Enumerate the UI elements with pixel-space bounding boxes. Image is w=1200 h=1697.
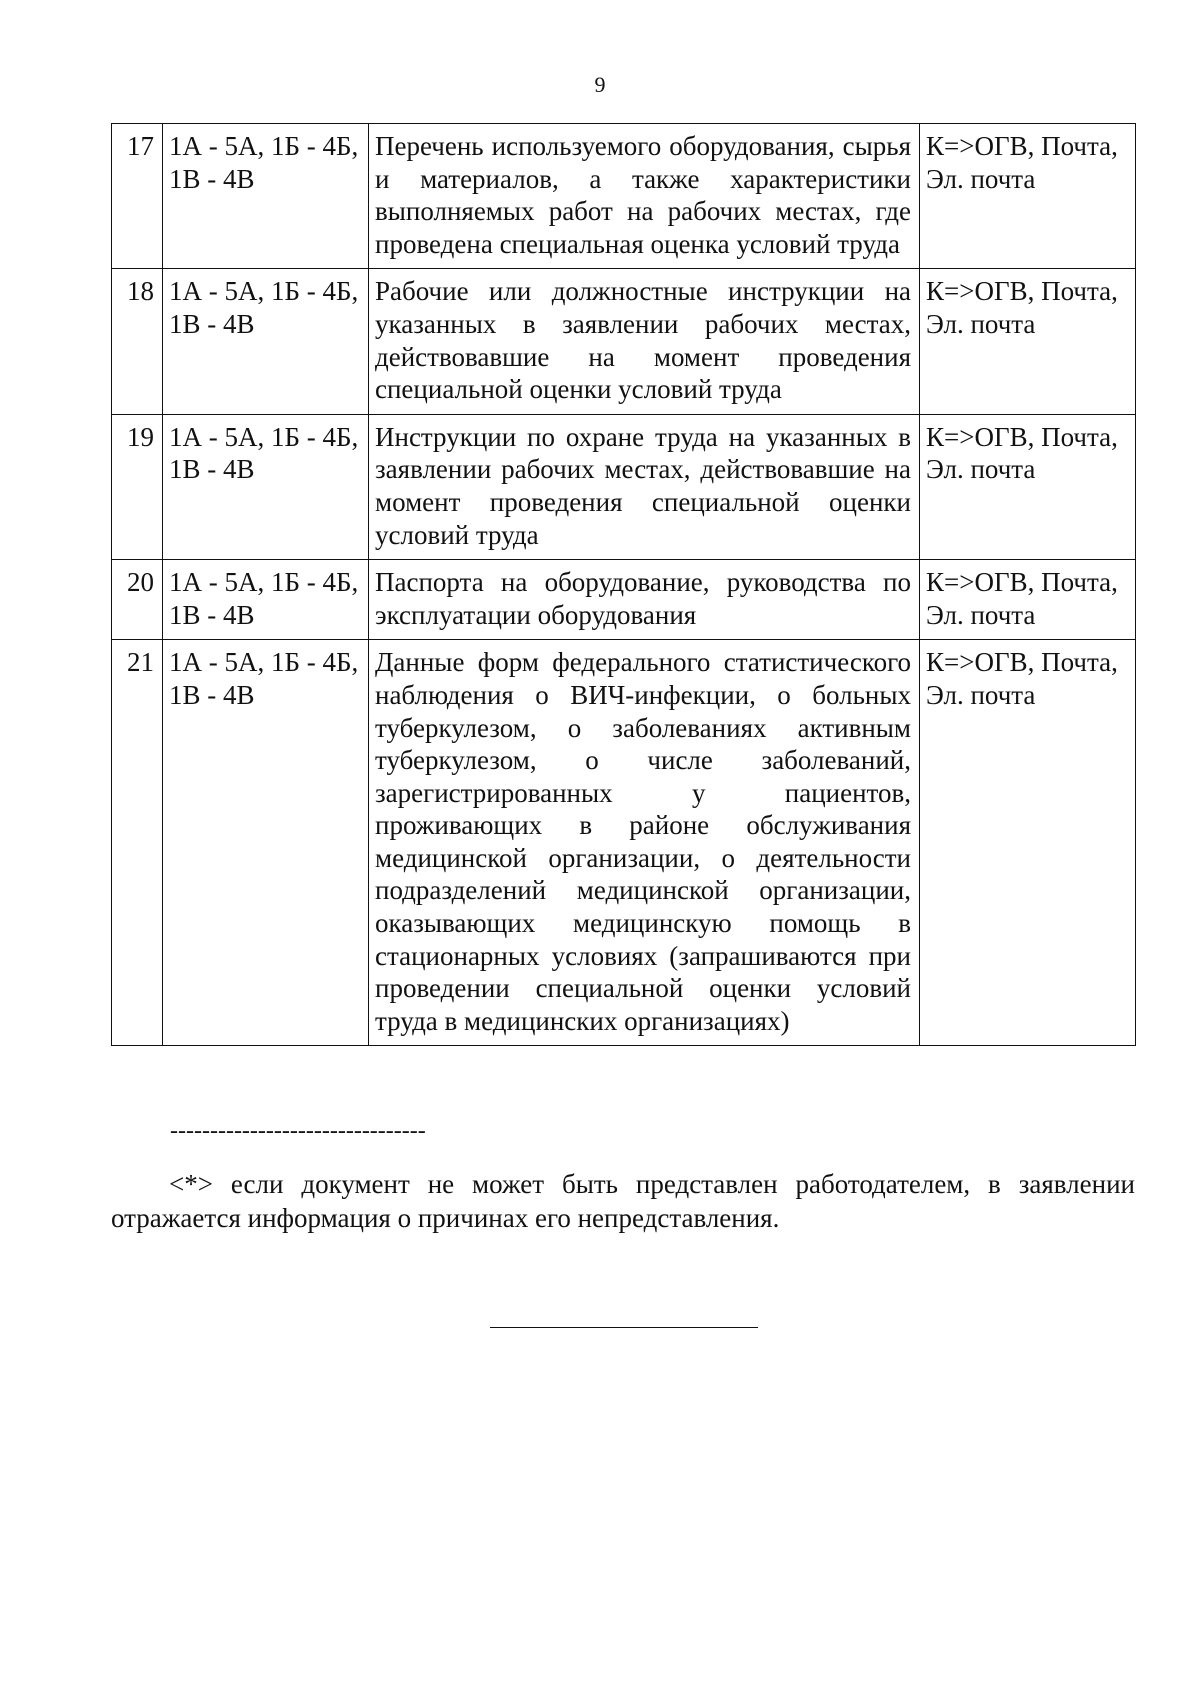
page-number: 9 xyxy=(594,72,606,97)
submission-method: К=>ОГВ, Почта, Эл. почта xyxy=(920,560,1136,640)
row-number: 17 xyxy=(112,124,163,269)
row-number: 21 xyxy=(112,640,163,1046)
end-of-document-line xyxy=(490,1327,758,1328)
footnote-separator: -------------------------------- xyxy=(170,1118,426,1144)
table-row xyxy=(112,560,1136,640)
document-description: Паспорта на оборудование, руководства по эксплуатации оборудования xyxy=(369,560,920,640)
document-description: Инструкции по охране труда на указанных в заявлении рабочих местах, действовавшие на момент проведения специальной оценки условий труда xyxy=(369,414,920,559)
submission-method: К=>ОГВ, Почта, Эл. почта xyxy=(920,124,1136,269)
table-row xyxy=(112,414,1136,559)
document-description: Данные форм федерального статистического наблюдения о ВИЧ-инфекции, о больных туберкулезом, о заболеваниях активным туберкулезом, о числе заболеваний, зарегистрированных у пациентов, проживающих в районе обслуживания медицинской организации, о деятельности подразделений медицинской организации, оказывающих медицинскую помощь в стационарных условиях (запрашиваются при проведении специальной оценки условий труда в медицинских организациях) xyxy=(369,640,920,1046)
row-number: 19 xyxy=(112,414,163,559)
row-reference: 1А - 5А, 1Б - 4Б, 1В - 4В xyxy=(163,560,369,640)
row-number: 20 xyxy=(112,560,163,640)
table-row xyxy=(112,269,1136,414)
footnote: <*> если документ не может быть представлен работодателем, в заявлении отражается информация о причинах его непредставления. xyxy=(111,1169,1135,1233)
document-description: Рабочие или должностные инструкции на указанных в заявлении рабочих местах, действовавшие на момент проведения специальной оценки условий труда xyxy=(369,269,920,414)
document-description: Перечень используемого оборудования, сырья и материалов, а также характеристики выполняемых работ на рабочих местах, где проведена специальная оценка условий труда xyxy=(369,124,920,269)
documents-table xyxy=(111,123,1136,1046)
table-row xyxy=(112,640,1136,1046)
row-reference: 1А - 5А, 1Б - 4Б, 1В - 4В xyxy=(163,414,369,559)
row-number: 18 xyxy=(112,269,163,414)
table-row xyxy=(112,124,1136,269)
submission-method: К=>ОГВ, Почта, Эл. почта xyxy=(920,640,1136,1046)
row-reference: 1А - 5А, 1Б - 4Б, 1В - 4В xyxy=(163,640,369,1046)
submission-method: К=>ОГВ, Почта, Эл. почта xyxy=(920,269,1136,414)
row-reference: 1А - 5А, 1Б - 4Б, 1В - 4В xyxy=(163,124,369,269)
submission-method: К=>ОГВ, Почта, Эл. почта xyxy=(920,414,1136,559)
row-reference: 1А - 5А, 1Б - 4Б, 1В - 4В xyxy=(163,269,369,414)
